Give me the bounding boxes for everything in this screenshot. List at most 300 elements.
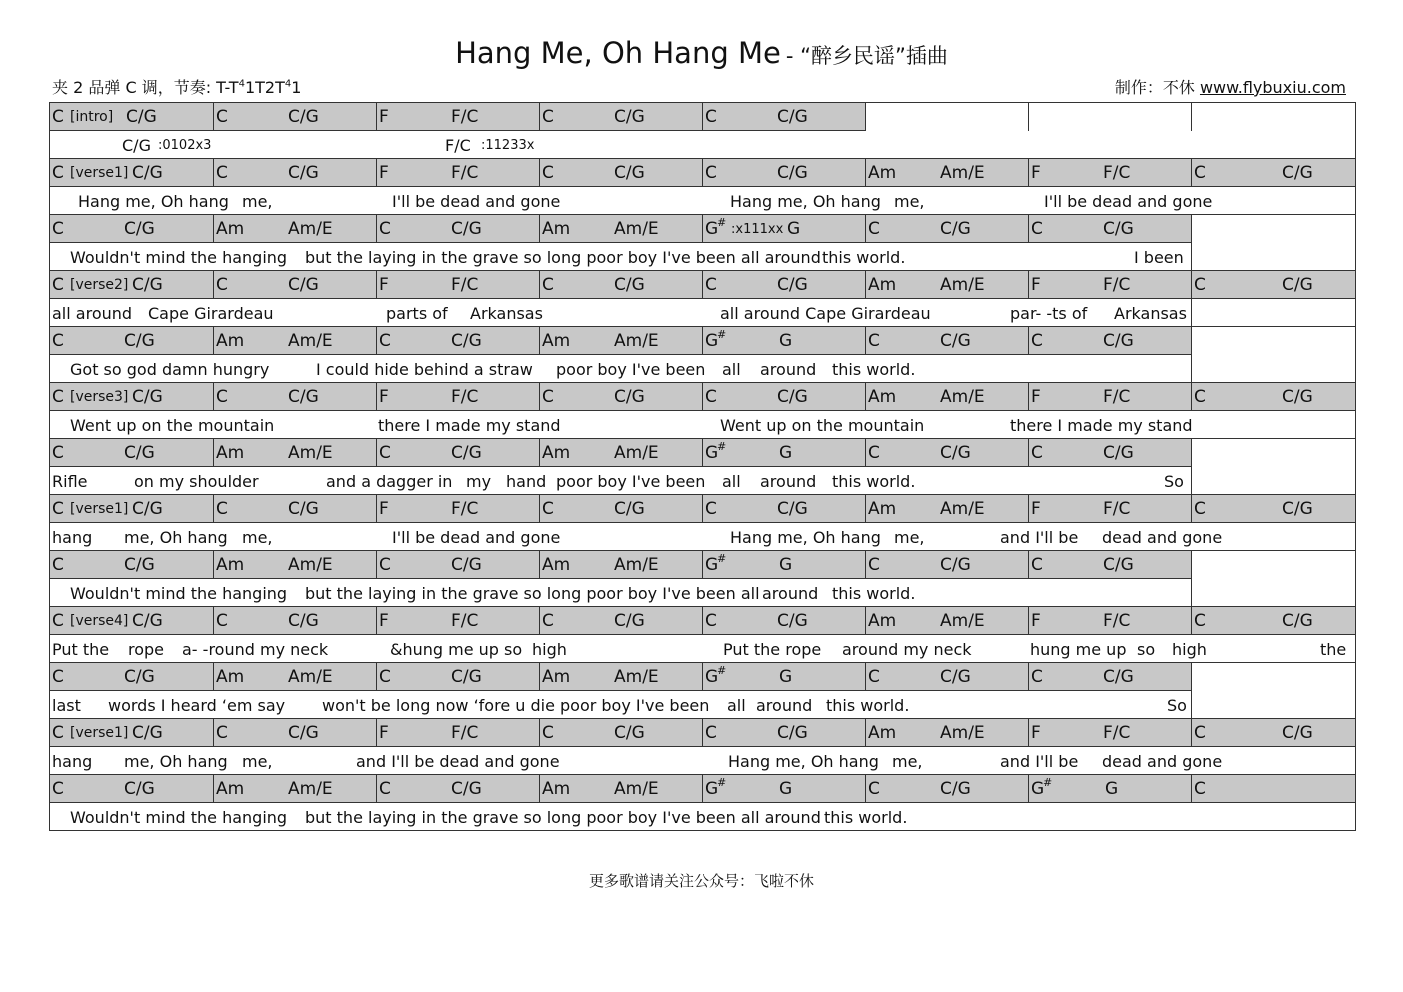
chord: C/G [940,555,971,575]
sharp-sign: # [717,552,727,565]
chord: F [1031,163,1041,183]
chord: Am/E [614,779,659,799]
bar [50,383,213,411]
chord: C [1031,219,1043,239]
chord: C/G [124,219,155,239]
chord-row-verse4 [50,607,1355,635]
bar [376,439,539,467]
bar [50,327,213,355]
bar [50,495,213,523]
chord: F/C [451,723,479,743]
chord: F/C [1103,611,1131,631]
bar [1028,327,1191,355]
bar [539,439,702,467]
lyric: dead and gone [1102,752,1223,771]
chord: F/C [451,163,479,183]
chord: C [1194,499,1206,519]
chord: C/G [940,443,971,463]
bar [50,719,213,747]
section-tag: [verse2] [70,277,129,293]
chord: C/G [777,107,808,127]
chord: C [542,611,554,631]
chord: G [705,667,719,687]
sharp-sign: # [717,664,727,677]
bar [865,607,1028,635]
chord: C/G [614,499,645,519]
bar [376,271,539,299]
empty-bar [1191,551,1355,579]
chord: C/G [614,723,645,743]
chord: Am/E [288,667,333,687]
bar [865,663,1028,691]
chord: C/G [132,611,163,631]
bar [213,103,376,131]
chord: C/G [1282,723,1313,743]
chord: F [379,107,389,127]
lyric: hand [506,472,547,491]
chord: C/G [1103,331,1134,351]
lyric: Wouldn't mind the hanging [70,584,288,603]
chord: Am/E [940,275,985,295]
chord: Am/E [614,219,659,239]
chord: C [705,163,717,183]
chord: C/G [132,387,163,407]
empty-bar [1191,467,1355,494]
chord: C [868,331,880,351]
chord: C [868,555,880,575]
fingering-code: :0102x3 [158,138,212,153]
chord: C/G [451,331,482,351]
chord: C [52,667,64,687]
chord: C [1194,163,1206,183]
lyric: me, [242,192,273,211]
lyric: Arkansas [470,304,543,323]
bar [376,775,539,803]
bar [50,663,213,691]
chord: C [52,275,64,295]
chord: G [705,443,719,463]
lyric: Hang me, Oh hang [728,752,879,771]
bar [539,607,702,635]
chord-row-final [50,775,1355,803]
lyric-row [50,803,1355,831]
chord: Am [542,443,571,463]
bar [376,327,539,355]
lyric: par- -ts of [1010,304,1088,323]
chord-row-verse1 [50,719,1355,747]
empty-bar [1191,663,1355,691]
empty-bar [1191,355,1355,382]
chord: C [216,107,228,127]
lyric: but the laying in the grave so long poor boy I've been all [305,584,760,603]
chord-row [50,439,1355,467]
chord: C/G [1282,163,1313,183]
chord: C/G [288,107,319,127]
chord: F/C [1103,163,1131,183]
lyric: poor boy I've been [556,472,706,491]
section-tag: [intro] [70,109,114,125]
chord: Am/E [940,611,985,631]
chord: C [52,331,64,351]
bar [213,383,376,411]
bar [1028,551,1191,579]
capo-text: 夹 2 品弹 C 调，节奏: T-T [52,78,239,97]
bar [539,159,702,187]
chord: F [1031,723,1041,743]
lyric: me, [242,528,273,547]
chord: G [1031,779,1045,799]
bar [539,271,702,299]
lyric: words I heard ‘em say [108,696,286,715]
chord: C [52,107,64,127]
chord: C [379,443,391,463]
chord: C/G [132,499,163,519]
lyric: &hung me up so [390,640,523,659]
lyric: Cape Girardeau [148,304,274,323]
chord: Am [542,667,571,687]
bar [702,271,865,299]
lyric: I could hide behind a straw [316,360,533,379]
bar [376,495,539,523]
chord: C/G [1282,611,1313,631]
bar [865,439,1028,467]
bar [213,607,376,635]
chord: F/C [1103,499,1131,519]
lyric: there I made my stand [378,416,561,435]
chord: Am/E [288,219,333,239]
chord-row [50,215,1355,243]
lyric: there I made my stand [1010,416,1193,435]
bar [702,383,865,411]
bar [1028,215,1191,243]
chord: C/G [451,667,482,687]
chord: C/G [451,443,482,463]
chord: C [52,387,64,407]
chord: F [379,499,389,519]
chord: C/G [614,107,645,127]
chord: C [1031,331,1043,351]
chord: C [705,499,717,519]
lyric: around [760,472,817,491]
lyric-row [50,187,1355,215]
chord: C [1031,443,1043,463]
lyric: around [760,360,817,379]
chord: C/G [124,667,155,687]
chord: F [1031,275,1041,295]
chord: C/G [124,443,155,463]
chord: C/G [777,387,808,407]
chord: C [542,387,554,407]
bar [50,159,213,187]
chord: C/G [288,499,319,519]
lyric: this world. [822,248,906,267]
section-tag: [verse1] [70,725,129,741]
chord-row-verse2 [50,271,1355,299]
lyric: but the laying in the grave so long poor boy I've been all around [305,808,821,827]
lyric: a- -round my neck [182,640,329,659]
chord: C [705,275,717,295]
lyric: and I'll be dead and gone [356,752,560,771]
chord: C [542,275,554,295]
chord-row [50,663,1355,691]
lyric: all around [52,304,133,323]
bar [376,383,539,411]
chord: C/G [1103,219,1134,239]
chord: Am [216,219,245,239]
bar [1191,159,1355,187]
chord: Am/E [288,443,333,463]
empty-bar [1191,215,1355,243]
bar [376,103,539,131]
lyric: this world. [832,360,916,379]
bar [213,159,376,187]
lyric: parts of [386,304,448,323]
bar [865,215,1028,243]
chord-row [50,327,1355,355]
bar [539,103,702,131]
chord: C/G [1282,499,1313,519]
bar [1028,439,1191,467]
lyric: all around Cape Girardeau [720,304,931,323]
empty-bar [1191,327,1355,355]
lyric: high [1172,640,1207,659]
fingering-chord: C/G [122,136,151,155]
chord: Am/E [614,555,659,575]
bar [213,551,376,579]
lyric: Went up on the mountain [720,416,925,435]
bar [702,215,865,243]
chord-row-verse1 [50,495,1355,523]
lyric: me, [892,752,923,771]
bar [376,663,539,691]
lyric: I'll be dead and gone [392,192,561,211]
bar [213,775,376,803]
chord: C [1194,387,1206,407]
bar [865,551,1028,579]
chord-row [50,551,1355,579]
chord: C [1194,275,1206,295]
chord: C [379,667,391,687]
chord: Am/E [940,499,985,519]
bar [213,439,376,467]
chord: C [52,163,64,183]
lyric: I been [1134,248,1184,267]
lyric: the [1320,640,1347,659]
chord: C/G [940,219,971,239]
chord: C/G [940,667,971,687]
bar [50,103,213,131]
bar [213,719,376,747]
lyric: all [727,696,746,715]
chord: Am [542,779,571,799]
empty-bar [865,103,1028,131]
lyric: Went up on the mountain [70,416,275,435]
chord: C/G [614,275,645,295]
chord: C [52,555,64,575]
chord: Am [868,387,897,407]
bar [539,495,702,523]
chord: F [1031,387,1041,407]
chord: C/G [288,723,319,743]
chord: C/G [288,611,319,631]
sharp-sign: # [717,440,727,453]
chord: C [216,499,228,519]
chord: C/G [451,779,482,799]
lyric: So [1167,696,1187,715]
lyric: hang [52,752,93,771]
chord: C/G [451,219,482,239]
empty-bar [1191,691,1355,718]
lyric-row [50,635,1355,663]
bar [50,215,213,243]
lyric-row [50,467,1355,495]
chord: C [542,163,554,183]
section-tag: [verse4] [70,613,129,629]
chord: Am [216,443,245,463]
chord: C [379,331,391,351]
lyric: this world. [826,696,910,715]
bar [1191,775,1355,803]
bar [50,439,213,467]
lyric: Rifle [52,472,88,491]
chord: C [542,499,554,519]
lyric: and a dagger in [326,472,453,491]
chord: F/C [451,499,479,519]
lyric: around [762,584,819,603]
lyric: me, Oh hang [124,752,228,771]
chord: C [542,723,554,743]
section-tag: [verse1] [70,501,129,517]
chord: C/G [1103,555,1134,575]
lyric: around [756,696,813,715]
chord: C [216,163,228,183]
sharp-sign: # [1043,776,1053,789]
chord: C/G [940,331,971,351]
lyric: Hang me, Oh hang [730,528,881,547]
title-text: Hang Me, Oh Hang Me [455,36,781,70]
empty-bar [1191,103,1355,131]
bar [1028,159,1191,187]
chord: C [1194,723,1206,743]
song-title [0,36,1403,70]
lyric-row [50,579,1355,607]
chord: C/G [614,387,645,407]
chord: F/C [451,611,479,631]
chord-row-intro [50,103,1355,131]
chord: G [779,331,793,351]
bar [1191,383,1355,411]
bar [702,551,865,579]
lyric: won't be long now ‘fore u die poor boy I've been [322,696,710,715]
chord: F [1031,499,1041,519]
lyric: this world. [832,472,916,491]
chord: C [52,723,64,743]
bar [213,271,376,299]
lyric: so [1137,640,1156,659]
bar [539,215,702,243]
chord: C/G [288,163,319,183]
lyric: Hang me, Oh hang [730,192,881,211]
lyric: Hang me, Oh hang [78,192,229,211]
chord: G [779,443,793,463]
bar [213,215,376,243]
chord: C [705,387,717,407]
lyric-row [50,243,1355,271]
chord: C [216,387,228,407]
chord: C [1194,611,1206,631]
bar [1191,495,1355,523]
lyric: Wouldn't mind the hanging [70,248,288,267]
sharp-sign: # [717,216,727,229]
chord: C/G [614,163,645,183]
lyric: around my neck [842,640,972,659]
chord: C [216,275,228,295]
chord: Am [868,163,897,183]
chord: C/G [614,611,645,631]
chord: F [379,723,389,743]
lyric: So [1164,472,1184,491]
bar [50,607,213,635]
bar [1191,271,1355,299]
lyric: on my shoulder [134,472,259,491]
bar [1191,607,1355,635]
bar [865,383,1028,411]
chord: F/C [451,275,479,295]
bar [865,495,1028,523]
bar [865,327,1028,355]
chord: C/G [124,555,155,575]
chord: C/G [777,163,808,183]
chord: C/G [1282,387,1313,407]
chord: C [542,107,554,127]
chord: G [779,555,793,575]
bar [539,551,702,579]
chord: F [379,163,389,183]
lyric: I'll be dead and gone [1044,192,1213,211]
chord: G [705,331,719,351]
chord: C/G [777,611,808,631]
bar [702,103,865,131]
chord: F [379,387,389,407]
bar [1028,775,1191,803]
chord: C [868,219,880,239]
chord: Am [542,331,571,351]
chord: C/G [132,163,163,183]
bar [1191,719,1355,747]
bar [702,495,865,523]
chord: Am [216,667,245,687]
chord: G [1105,779,1119,799]
chord: G [705,555,719,575]
chord: C/G [132,275,163,295]
lyric-row [50,523,1355,551]
chord: Am/E [614,443,659,463]
website-link[interactable]: www.flybuxiu.com [1199,78,1346,97]
chord: Am/E [940,163,985,183]
lyric: my [466,472,492,491]
lyric: but the laying in the grave so long poor boy I've been all around [305,248,821,267]
lyric: Put the [52,640,110,659]
bar [50,775,213,803]
empty-bar [1191,299,1355,326]
chord: C [52,443,64,463]
chord: C/G [777,499,808,519]
chord: F/C [1103,275,1131,295]
chord: Am [216,555,245,575]
chord: C/G [1282,275,1313,295]
bar [865,159,1028,187]
chord: G [779,667,793,687]
